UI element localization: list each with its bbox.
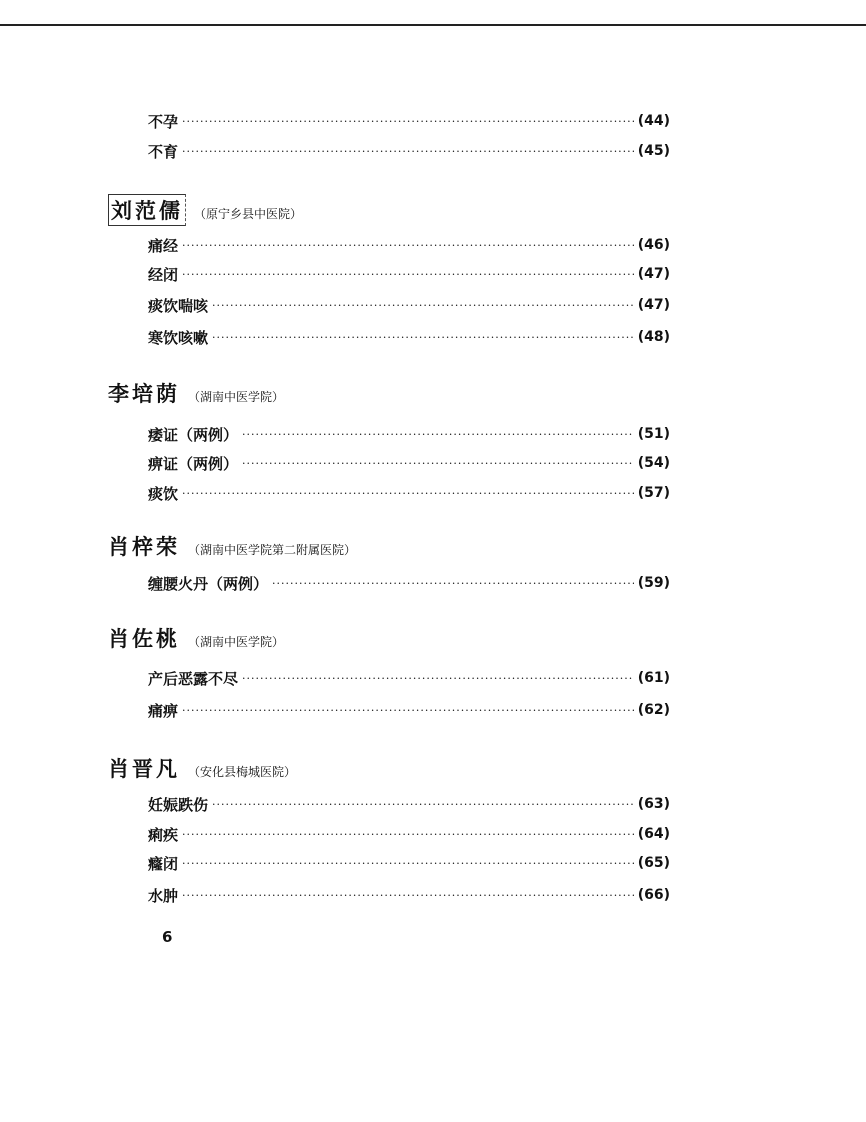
author-name: 肖梓荣 [108,534,180,559]
dot-leader [182,857,634,870]
dot-leader [182,268,634,281]
toc-entry[interactable] [148,293,670,317]
entry-title: 痛痹 [148,701,179,720]
entry-page: (54) [637,455,670,471]
toc-entry[interactable] [148,139,670,163]
entry-title: 痢疾 [148,825,179,844]
dot-leader [182,704,634,717]
entry-page: (51) [637,426,670,442]
author-heading [108,623,284,653]
toc-entry[interactable] [148,233,670,257]
entry-title: 痛经 [148,236,179,255]
dot-leader [242,672,634,685]
toc-entry[interactable] [148,451,670,475]
entry-title: 痰饮 [148,484,179,503]
entry-title: 产后恶露不尽 [148,669,239,688]
toc-entry[interactable] [148,851,670,875]
entry-title: 缠腰火丹（两例） [148,574,269,593]
entry-page: (59) [637,575,670,591]
toc-entry[interactable] [148,325,670,349]
author-affiliation: （原宁乡县中医院） [194,207,303,221]
author-affiliation: （安化县梅城医院） [188,765,297,779]
dot-leader [212,299,634,312]
page-number: 6 [162,928,173,946]
toc-entry[interactable] [148,822,670,846]
entry-page: (62) [637,702,670,718]
dot-leader [182,828,634,841]
author-heading [108,378,284,408]
dot-leader [242,457,634,470]
dot-leader [272,577,634,590]
dot-leader [242,428,634,441]
entry-page: (63) [637,796,670,812]
entry-title: 痿证（两例） [148,425,239,444]
toc-entry[interactable] [148,262,670,286]
dot-leader [182,239,634,252]
entry-page: (47) [637,266,670,282]
author-affiliation: （湖南中医学院） [188,390,285,404]
toc-entry[interactable] [148,422,670,446]
dot-leader [182,115,634,128]
dot-leader [182,487,634,500]
dot-leader [212,798,634,811]
author-affiliation: （湖南中医学院第二附属医院） [188,543,357,557]
toc-entry[interactable] [148,109,670,133]
entry-title: 经闭 [148,265,179,284]
author-heading [108,194,302,226]
entry-page: (47) [637,297,670,313]
entry-title: 水肿 [148,886,179,905]
entry-title: 癃闭 [148,854,179,873]
entry-page: (65) [637,855,670,871]
toc-entry[interactable] [148,481,670,505]
entry-page: (57) [637,485,670,501]
entry-page: (46) [637,237,670,253]
entry-title: 不孕 [148,112,179,131]
author-heading [108,531,356,561]
entry-page: (64) [637,826,670,842]
author-name: 肖晋凡 [108,756,180,781]
entry-title: 寒饮咳嗽 [148,328,209,347]
author-heading [108,753,296,783]
author-affiliation: （湖南中医学院） [188,635,285,649]
toc-entry[interactable] [148,666,670,690]
entry-title: 痹证（两例） [148,454,239,473]
top-rule [0,24,866,26]
author-name: 李培荫 [108,381,180,406]
entry-title: 妊娠跌伤 [148,795,209,814]
dot-leader [182,889,634,902]
toc-entry[interactable] [148,883,670,907]
entry-page: (45) [637,143,670,159]
entry-page: (61) [637,670,670,686]
entry-page: (48) [637,329,670,345]
toc-entry[interactable] [148,571,670,595]
toc-entry[interactable] [148,792,670,816]
author-name: 肖佐桃 [108,626,180,651]
entry-title: 痰饮喘咳 [148,296,209,315]
entry-title: 不育 [148,142,179,161]
author-name: 刘范儒 [108,194,186,226]
entry-page: (66) [637,887,670,903]
dot-leader [182,145,634,158]
entry-page: (44) [637,113,670,129]
toc-entry[interactable] [148,698,670,722]
dot-leader [212,331,634,344]
